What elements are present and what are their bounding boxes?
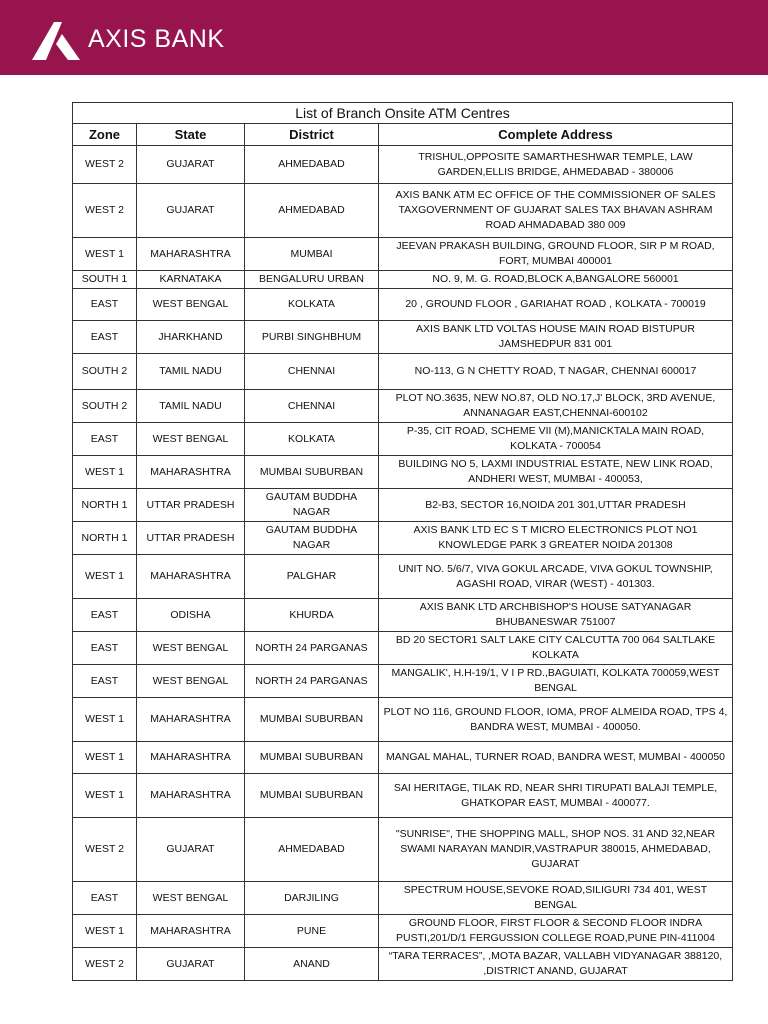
district-cell: MUMBAI SUBURBAN (245, 742, 379, 774)
state-cell: KARNATAKA (137, 271, 245, 289)
district-cell: NORTH 24 PARGANAS (245, 632, 379, 665)
state-cell: GUJARAT (137, 948, 245, 981)
header-zone: Zone (73, 124, 137, 146)
address-cell: "SUNRISE", THE SHOPPING MALL, SHOP NOS. 31 AND 32,NEAR SWAMI NARAYAN MANDIR,VASTRAPUR 380015, AHMEDABAD, GUJARAT (379, 818, 733, 882)
address-cell: SPECTRUM HOUSE,SEVOKE ROAD,SILIGURI 734 401, WEST BENGAL (379, 882, 733, 915)
table-row (73, 321, 733, 354)
state-cell: ODISHA (137, 599, 245, 632)
state-cell: UTTAR PRADESH (137, 522, 245, 555)
district-cell: CHENNAI (245, 390, 379, 423)
district-cell: KOLKATA (245, 423, 379, 456)
zone-cell: EAST (73, 289, 137, 321)
zone-cell: SOUTH 1 (73, 271, 137, 289)
address-cell: AXIS BANK LTD ARCHBISHOP'S HOUSE SATYANAGAR BHUBANESWAR 751007 (379, 599, 733, 632)
state-cell: WEST BENGAL (137, 423, 245, 456)
table-row (73, 818, 733, 882)
table-row (73, 698, 733, 742)
address-cell: MANGALIK', H.H-19/1, V I P RD.,BAGUIATI, KOLKATA 700059,WEST BENGAL (379, 665, 733, 698)
zone-cell: EAST (73, 665, 137, 698)
district-cell: BENGALURU URBAN (245, 271, 379, 289)
zone-cell: WEST 2 (73, 184, 137, 238)
state-cell: MAHARASHTRA (137, 456, 245, 489)
table-row (73, 489, 733, 522)
table-row (73, 289, 733, 321)
district-cell: CHENNAI (245, 354, 379, 390)
table-row (73, 522, 733, 555)
zone-cell: WEST 1 (73, 555, 137, 599)
table-row (73, 456, 733, 489)
zone-cell: SOUTH 2 (73, 390, 137, 423)
district-cell: MUMBAI (245, 238, 379, 271)
header-address: Complete Address (379, 124, 733, 146)
table-row (73, 632, 733, 665)
district-cell: DARJILING (245, 882, 379, 915)
district-cell: PURBI SINGHBHUM (245, 321, 379, 354)
brand-name: AXIS BANK (88, 24, 225, 53)
state-cell: MAHARASHTRA (137, 698, 245, 742)
table-row (73, 238, 733, 271)
table-row (73, 665, 733, 698)
zone-cell: WEST 1 (73, 915, 137, 948)
atm-table-container (72, 102, 732, 981)
zone-cell: WEST 1 (73, 698, 137, 742)
table-title: List of Branch Onsite ATM Centres (73, 103, 733, 124)
district-cell: GAUTAM BUDDHA NAGAR (245, 522, 379, 555)
zone-cell: EAST (73, 632, 137, 665)
table-row (73, 146, 733, 184)
header-band (0, 0, 768, 75)
state-cell: UTTAR PRADESH (137, 489, 245, 522)
table-row (73, 271, 733, 289)
state-cell: MAHARASHTRA (137, 915, 245, 948)
zone-cell: EAST (73, 321, 137, 354)
zone-cell: WEST 2 (73, 146, 137, 184)
table-row (73, 915, 733, 948)
zone-cell: EAST (73, 423, 137, 456)
state-cell: WEST BENGAL (137, 289, 245, 321)
table-row (73, 774, 733, 818)
address-cell: NO. 9, M. G. ROAD,BLOCK A,BANGALORE 560001 (379, 271, 733, 289)
zone-cell: SOUTH 2 (73, 354, 137, 390)
zone-cell: EAST (73, 882, 137, 915)
state-cell: TAMIL NADU (137, 354, 245, 390)
header-state: State (137, 124, 245, 146)
district-cell: NORTH 24 PARGANAS (245, 665, 379, 698)
district-cell: AHMEDABAD (245, 818, 379, 882)
state-cell: WEST BENGAL (137, 882, 245, 915)
table-header-row (73, 124, 733, 146)
zone-cell: WEST 1 (73, 456, 137, 489)
address-cell: UNIT NO. 5/6/7, VIVA GOKUL ARCADE, VIVA GOKUL TOWNSHIP, AGASHI ROAD, VIRAR (WEST) - 401303. (379, 555, 733, 599)
zone-cell: NORTH 1 (73, 489, 137, 522)
address-cell: BD 20 SECTOR1 SALT LAKE CITY CALCUTTA 700 064 SALTLAKE KOLKATA (379, 632, 733, 665)
district-cell: AHMEDABAD (245, 184, 379, 238)
state-cell: GUJARAT (137, 184, 245, 238)
table-row (73, 390, 733, 423)
zone-cell: WEST 1 (73, 238, 137, 271)
address-cell: TRISHUL,OPPOSITE SAMARTHESHWAR TEMPLE, LAW GARDEN,ELLIS BRIDGE, AHMEDABAD - 380006 (379, 146, 733, 184)
table-row (73, 555, 733, 599)
table-row (73, 184, 733, 238)
address-cell: NO-113, G N CHETTY ROAD, T NAGAR, CHENNAI 600017 (379, 354, 733, 390)
state-cell: GUJARAT (137, 146, 245, 184)
table-row (73, 882, 733, 915)
state-cell: MAHARASHTRA (137, 555, 245, 599)
address-cell: BUILDING NO 5, LAXMI INDUSTRIAL ESTATE, NEW LINK ROAD, ANDHERI WEST, MUMBAI - 400053, (379, 456, 733, 489)
district-cell: MUMBAI SUBURBAN (245, 774, 379, 818)
zone-cell: WEST 2 (73, 818, 137, 882)
state-cell: MAHARASHTRA (137, 774, 245, 818)
district-cell: KHURDA (245, 599, 379, 632)
address-cell: B2-B3, SECTOR 16,NOIDA 201 301,UTTAR PRADESH (379, 489, 733, 522)
address-cell: 20 , GROUND FLOOR , GARIAHAT ROAD , KOLKATA - 700019 (379, 289, 733, 321)
header-district: District (245, 124, 379, 146)
atm-centres-table (72, 102, 733, 981)
address-cell: “TARA TERRACES”, ,MOTA BAZAR, VALLABH VIDYANAGAR 388120, ,DISTRICT ANAND, GUJARAT (379, 948, 733, 981)
state-cell: GUJARAT (137, 818, 245, 882)
address-cell: AXIS BANK LTD EC S T MICRO ELECTRONICS PLOT NO1 KNOWLEDGE PARK 3 GREATER NOIDA 201308 (379, 522, 733, 555)
district-cell: KOLKATA (245, 289, 379, 321)
table-row (73, 354, 733, 390)
table-row (73, 948, 733, 981)
table-row (73, 423, 733, 456)
district-cell: PUNE (245, 915, 379, 948)
state-cell: WEST BENGAL (137, 665, 245, 698)
zone-cell: WEST 1 (73, 742, 137, 774)
table-row (73, 742, 733, 774)
district-cell: PALGHAR (245, 555, 379, 599)
district-cell: GAUTAM BUDDHA NAGAR (245, 489, 379, 522)
address-cell: PLOT NO.3635, NEW NO.87, OLD NO.17,J' BLOCK, 3RD AVENUE, ANNANAGAR EAST,CHENNAI-600102 (379, 390, 733, 423)
address-cell: AXIS BANK ATM EC OFFICE OF THE COMMISSIONER OF SALES TAXGOVERNMENT OF GUJARAT SALES TAX BHAVAN ASHRAM ROAD AHMADABAD 380 009 (379, 184, 733, 238)
zone-cell: NORTH 1 (73, 522, 137, 555)
address-cell: MANGAL MAHAL, TURNER ROAD, BANDRA WEST, MUMBAI - 400050 (379, 742, 733, 774)
state-cell: MAHARASHTRA (137, 238, 245, 271)
address-cell: SAI HERITAGE, TILAK RD, NEAR SHRI TIRUPATI BALAJI TEMPLE, GHATKOPAR EAST, MUMBAI - 400077. (379, 774, 733, 818)
address-cell: PLOT NO 116, GROUND FLOOR, IOMA, PROF ALMEIDA ROAD, TPS 4, BANDRA WEST, MUMBAI - 400050. (379, 698, 733, 742)
zone-cell: WEST 1 (73, 774, 137, 818)
district-cell: AHMEDABAD (245, 146, 379, 184)
district-cell: ANAND (245, 948, 379, 981)
address-cell: AXIS BANK LTD VOLTAS HOUSE MAIN ROAD BISTUPUR JAMSHEDPUR 831 001 (379, 321, 733, 354)
axis-bank-logo (32, 18, 225, 60)
state-cell: WEST BENGAL (137, 632, 245, 665)
address-cell: JEEVAN PRAKASH BUILDING, GROUND FLOOR, SIR P M ROAD, FORT, MUMBAI 400001 (379, 238, 733, 271)
zone-cell: WEST 2 (73, 948, 137, 981)
state-cell: MAHARASHTRA (137, 742, 245, 774)
district-cell: MUMBAI SUBURBAN (245, 698, 379, 742)
state-cell: JHARKHAND (137, 321, 245, 354)
address-cell: P-35, CIT ROAD, SCHEME VII (M),MANICKTALA MAIN ROAD, KOLKATA - 700054 (379, 423, 733, 456)
district-cell: MUMBAI SUBURBAN (245, 456, 379, 489)
address-cell: GROUND FLOOR, FIRST FLOOR & SECOND FLOOR INDRA PUSTI,201/D/1 FERGUSSION COLLEGE ROAD,PUNE PIN-411004 (379, 915, 733, 948)
state-cell: TAMIL NADU (137, 390, 245, 423)
table-row (73, 599, 733, 632)
zone-cell: EAST (73, 599, 137, 632)
axis-logo-icon (32, 18, 84, 60)
